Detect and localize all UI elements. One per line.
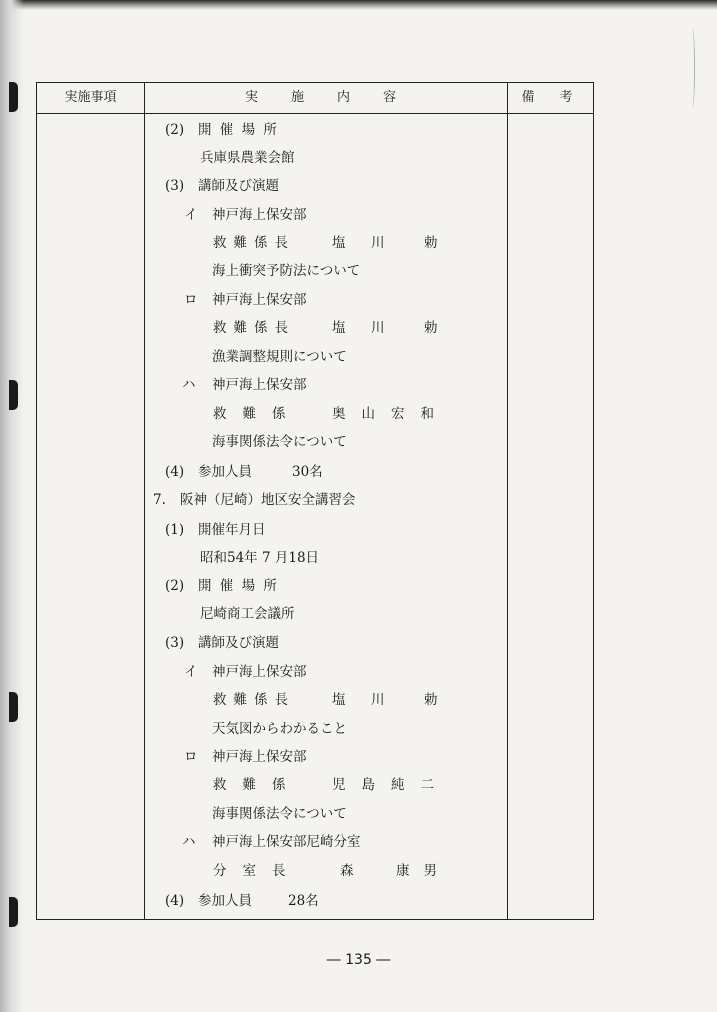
line-marker: ハ xyxy=(182,834,196,850)
line-text: 尼崎商工会議所 xyxy=(200,606,295,622)
header-item: 実施事項 xyxy=(64,90,117,105)
lecturer-given-name: 勅 xyxy=(424,320,452,336)
content-line xyxy=(0,802,717,826)
line-text: 神戸海上保安部 xyxy=(212,749,307,765)
page-number: ― 135 ― xyxy=(326,952,391,968)
content-line xyxy=(0,146,717,170)
lecturer-name: 塩 川 xyxy=(332,320,391,336)
line-marker: イ xyxy=(184,664,198,680)
content-line xyxy=(0,345,717,369)
lecturer-title: 救難係長 xyxy=(213,692,295,708)
lecturer-name: 奥山宏和 xyxy=(332,406,450,422)
header-content: 実 施 内 容 xyxy=(244,90,406,105)
header-remarks: 備 考 xyxy=(521,90,579,105)
content-line xyxy=(0,889,717,913)
line-marker: ロ xyxy=(184,292,198,308)
line-marker: (3) xyxy=(165,635,185,651)
content-line xyxy=(0,773,717,797)
line-text: 神戸海上保安部尼崎分室 xyxy=(212,834,361,850)
line-marker: 7. xyxy=(153,492,166,508)
line-marker: ハ xyxy=(182,377,196,393)
lecturer-name: 森 xyxy=(340,863,360,879)
line-text: 参加人員 xyxy=(198,893,252,909)
line-text: 神戸海上保安部 xyxy=(212,292,307,308)
content-line xyxy=(0,660,717,684)
content-line xyxy=(0,745,717,769)
content-line xyxy=(0,631,717,655)
lecturer-name: 塩 川 xyxy=(332,692,391,708)
content-line xyxy=(0,259,717,283)
lecturer-given-name: 康男 xyxy=(396,863,451,879)
lecturer-name: 児島純二 xyxy=(332,777,450,793)
header-divider xyxy=(37,113,593,114)
content-line xyxy=(0,830,717,854)
content-line xyxy=(0,373,717,397)
content-line xyxy=(0,717,717,741)
line-text: 漁業調整規則について xyxy=(212,349,347,365)
line-text: 海事関係法令について xyxy=(212,806,347,822)
content-line xyxy=(0,859,717,883)
lecturer-title: 救難係長 xyxy=(213,320,295,336)
content-line xyxy=(0,430,717,454)
lecturer-given-name: 勅 xyxy=(424,692,452,708)
attendee-count: 30名 xyxy=(292,464,323,480)
content-line xyxy=(0,174,717,198)
attendee-count: 28名 xyxy=(288,893,319,909)
line-text: 開 催 場 所 xyxy=(198,578,279,594)
lecturer-title: 救難係 xyxy=(213,777,302,793)
line-text: 海上衝突予防法について xyxy=(212,263,361,279)
line-marker: (2) xyxy=(165,122,185,138)
content-line xyxy=(0,288,717,312)
line-text: 神戸海上保安部 xyxy=(212,377,307,393)
line-text: 開 催 場 所 xyxy=(198,122,279,138)
line-text: 阪神（尼崎）地区安全講習会 xyxy=(180,492,356,508)
line-text: 講師及び演題 xyxy=(198,178,279,194)
content-line xyxy=(0,602,717,626)
line-text: 兵庫県農業会館 xyxy=(200,150,295,166)
line-text: 昭和54年 7 月18日 xyxy=(200,550,320,566)
line-marker: (3) xyxy=(165,178,185,194)
line-text: 参加人員 xyxy=(198,464,252,480)
lecturer-given-name: 勅 xyxy=(424,235,452,251)
lecturer-title: 救難係 xyxy=(213,406,302,422)
scan-top-shadow xyxy=(0,0,717,10)
content-line xyxy=(0,118,717,142)
content-line xyxy=(0,546,717,570)
page-curl xyxy=(690,28,695,108)
line-text: 海事関係法令について xyxy=(212,434,347,450)
line-text: 開催年月日 xyxy=(198,522,266,538)
line-marker: ロ xyxy=(184,749,198,765)
line-text: 講師及び演題 xyxy=(198,635,279,651)
line-marker: (4) xyxy=(165,464,185,480)
content-line xyxy=(0,203,717,227)
lecturer-title: 分室長 xyxy=(213,863,302,879)
content-line xyxy=(0,316,717,340)
content-line xyxy=(0,460,717,484)
line-marker: (1) xyxy=(165,522,185,538)
content-line xyxy=(0,231,717,255)
content-line xyxy=(0,402,717,426)
lecturer-title: 救難係長 xyxy=(213,235,295,251)
content-line xyxy=(0,574,717,598)
line-marker: (2) xyxy=(165,578,185,594)
line-marker: イ xyxy=(184,207,198,223)
content-line xyxy=(0,488,717,512)
line-marker: (4) xyxy=(165,893,185,909)
content-line xyxy=(0,518,717,542)
content-line xyxy=(0,688,717,712)
binding-hole xyxy=(9,82,18,112)
line-text: 神戸海上保安部 xyxy=(212,207,307,223)
line-text: 神戸海上保安部 xyxy=(212,664,307,680)
line-text: 天気図からわかること xyxy=(212,721,347,737)
lecturer-name: 塩 川 xyxy=(332,235,391,251)
